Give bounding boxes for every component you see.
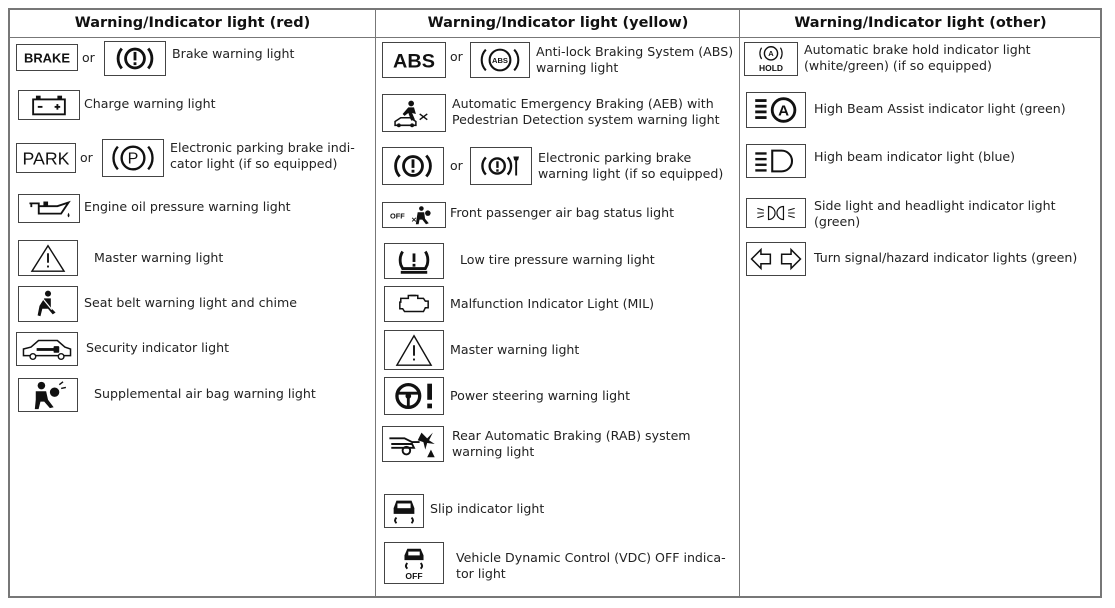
seatbelt-warning-label: Seat belt warning light and chime — [84, 295, 298, 310]
high-beam-assist-icon — [746, 92, 806, 128]
master-warning-icon — [384, 330, 444, 370]
other-row-hba — [740, 90, 1101, 134]
yellow-row-power-steering — [376, 376, 740, 420]
master-warning-icon — [18, 240, 78, 276]
other-row-side-light — [740, 190, 1101, 240]
yellow-row-aeb — [376, 92, 740, 140]
master-warning-yellow-label: Master warning light — [450, 342, 580, 357]
or-text: or — [82, 50, 95, 65]
warning-lights-table — [8, 8, 1102, 598]
abs-text-icon — [382, 42, 446, 78]
aeb-label: Automatic Emergency Braking (AEB) with Pedestrian Detection system warning light — [452, 96, 720, 127]
yellow-row-tpms — [376, 240, 740, 282]
abs-label: Anti-lock Braking System (ABS) warning light — [536, 44, 734, 75]
svg-text:A: A — [768, 49, 774, 59]
yellow-row-master — [376, 328, 740, 374]
park-circle-icon — [102, 139, 164, 177]
side-light-icon — [746, 198, 806, 228]
side-light-label: Side light and headlight indicator light (green) — [814, 198, 1056, 229]
or-text: or — [450, 158, 463, 173]
brake-circle-icon — [104, 41, 166, 76]
other-column — [739, 10, 1101, 596]
red-row-oil — [10, 190, 375, 230]
red-row-park — [10, 136, 375, 186]
other-row-turn-signal — [740, 240, 1101, 282]
slip-icon — [384, 494, 424, 528]
aeb-pedestrian-icon — [382, 94, 446, 132]
red-column — [10, 10, 375, 596]
red-column-header: Warning/Indicator light (red) — [10, 10, 375, 38]
brake-text-icon — [16, 44, 78, 71]
park-text: PARK — [22, 148, 70, 169]
yellow-row-rab — [376, 422, 740, 472]
red-row-master — [10, 238, 375, 278]
passenger-airbag-label: Front passenger air bag status light — [450, 205, 675, 220]
abs-small-text: ABS — [492, 55, 508, 65]
svg-text:P: P — [127, 149, 139, 168]
brake-warning-label: Brake warning light — [172, 46, 295, 61]
red-row-brake — [10, 40, 375, 82]
charge-warning-label: Charge warning light — [84, 96, 216, 111]
abs-text: ABS — [393, 50, 435, 73]
park-brake-yellow-label: Electronic parking brake warning light (if so equipped) — [538, 150, 724, 181]
high-beam-label: High beam indicator light (blue) — [814, 149, 1016, 164]
high-beam-icon — [746, 144, 806, 178]
turn-signal-icon — [746, 242, 806, 276]
yellow-row-slip — [376, 492, 740, 532]
seat-belt-icon — [18, 286, 78, 322]
red-row-seatbelt — [10, 284, 375, 326]
brake-hold-icon — [744, 42, 798, 76]
red-row-charge — [10, 88, 375, 126]
security-label: Security indicator light — [86, 340, 230, 355]
abs-circle-icon — [470, 42, 530, 78]
red-row-security — [10, 330, 375, 372]
off-small-text: OFF — [390, 211, 405, 221]
security-car-key-icon — [16, 332, 78, 366]
yellow-column — [375, 10, 740, 596]
yellow-row-passenger-airbag — [376, 196, 740, 236]
off-text: OFF — [405, 571, 423, 582]
brake-hold-label: Automatic brake hold indicator light (white/green) (if so equipped) — [804, 42, 1031, 73]
tpms-label: Low tire pressure warning light — [460, 252, 655, 267]
turn-signal-label: Turn signal/hazard indicator lights (green) — [814, 250, 1078, 265]
yellow-row-vdc-off — [376, 540, 740, 588]
vdc-off-label: Vehicle Dynamic Control (VDC) OFF indica- tor light — [456, 550, 726, 581]
other-row-brake-hold — [740, 40, 1101, 88]
tire-pressure-icon — [384, 243, 444, 279]
svg-text:A: A — [778, 102, 790, 120]
red-row-airbag — [10, 376, 375, 418]
or-text: or — [450, 49, 463, 64]
park-brake-label: Electronic parking brake indi- cator light (if so equipped) — [170, 140, 355, 171]
rab-icon — [382, 426, 444, 462]
oil-warning-label: Engine oil pressure warning light — [84, 199, 291, 214]
slip-label: Slip indicator light — [430, 501, 545, 516]
park-text-icon — [16, 143, 76, 173]
engine-icon — [384, 286, 444, 322]
hold-text: HOLD — [759, 63, 783, 74]
other-row-high-beam — [740, 136, 1101, 186]
battery-icon — [18, 90, 80, 120]
power-steering-icon — [384, 377, 444, 415]
brake-wrench-icon — [470, 147, 532, 185]
vdc-off-icon — [384, 542, 444, 584]
master-warning-label: Master warning light — [94, 250, 224, 265]
yellow-column-header: Warning/Indicator light (yellow) — [376, 10, 740, 38]
hba-label: High Beam Assist indicator light (green) — [814, 101, 1066, 116]
passenger-airbag-off-icon — [382, 202, 446, 228]
other-column-header: Warning/Indicator light (other) — [740, 10, 1101, 38]
yellow-row-park-brake — [376, 144, 740, 192]
rab-label: Rear Automatic Braking (RAB) system warning light — [452, 428, 691, 459]
airbag-warning-label: Supplemental air bag warning light — [94, 386, 316, 401]
brake-text: BRAKE — [23, 50, 71, 66]
airbag-icon — [18, 378, 78, 412]
oil-can-icon — [18, 194, 80, 223]
power-steering-label: Power steering warning light — [450, 388, 631, 403]
yellow-row-abs — [376, 40, 740, 88]
brake-circle-icon — [382, 147, 444, 185]
or-text: or — [80, 150, 93, 165]
mil-label: Malfunction Indicator Light (MIL) — [450, 296, 655, 311]
yellow-row-engine — [376, 284, 740, 326]
